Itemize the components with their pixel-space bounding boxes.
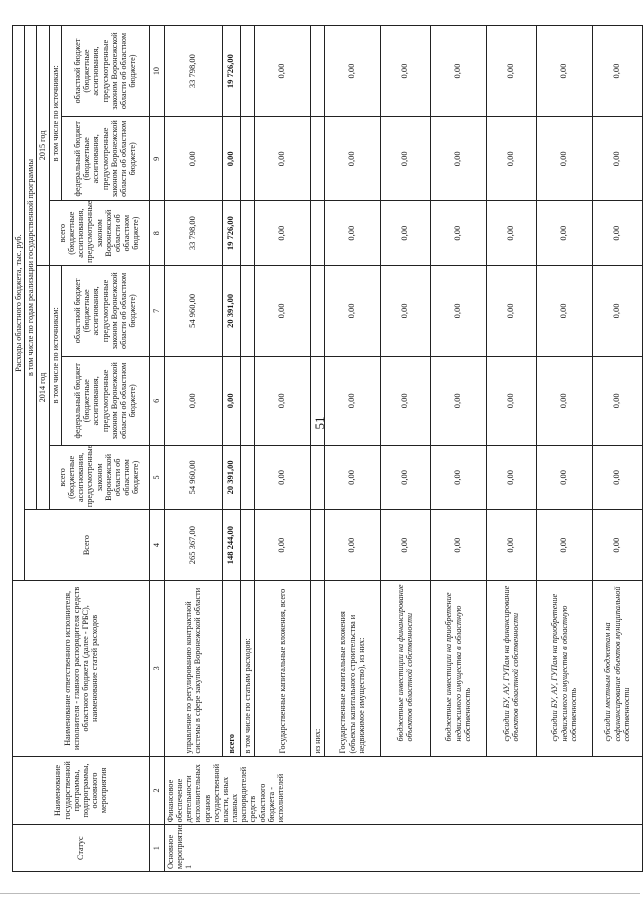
- table-row: [380, 26, 430, 872]
- row-value: [240, 201, 254, 265]
- header-status: Статус: [13, 825, 150, 872]
- header-by-years: в том числе по годам реализации государственной программы: [25, 26, 37, 510]
- row-value: 54 960,00: [164, 265, 222, 356]
- row-value: [310, 356, 324, 445]
- row-value: 0,00: [486, 510, 536, 581]
- budget-table-container: [12, 25, 631, 872]
- row-value: [310, 26, 324, 117]
- row-value: 19 726,00: [222, 201, 240, 265]
- col-number: 9: [149, 117, 164, 201]
- row-value: [310, 201, 324, 265]
- row-value: 0,00: [324, 265, 380, 356]
- row-value: 0,00: [324, 445, 380, 509]
- row-value: 0,00: [486, 201, 536, 265]
- row-value: 0,00: [430, 265, 486, 356]
- row-value: 0,00: [536, 510, 592, 581]
- row-value: 0,00: [380, 265, 430, 356]
- header-expenses: Расходы областного бюджета, тыс. руб.: [13, 26, 25, 581]
- row-value: 0,00: [536, 201, 592, 265]
- row-value: 0,00: [592, 265, 642, 356]
- row-value: 0,00: [324, 356, 380, 445]
- row-label: Государственные капитальные вложения, всего: [254, 581, 310, 756]
- row-value: 0,00: [380, 26, 430, 117]
- header-2014-total-budget: всего (бюджетные ассигнования, предусмотренные законом Воронежской области об областном бюджете): [49, 445, 149, 509]
- row-label: из них:: [310, 581, 324, 756]
- row-value: 0,00: [430, 117, 486, 201]
- header-executor: Наименование ответственного исполнителя, исполнителя - главного распорядителя средств областного бюджета (далее - ГРБС), наименование статей расходов: [13, 581, 150, 756]
- table-row: [486, 26, 536, 872]
- col-number: 1: [149, 825, 164, 872]
- header-2014-by-sources: в том числе по источникам:: [49, 265, 61, 445]
- row-value: 0,00: [254, 510, 310, 581]
- row-value: 0,00: [592, 117, 642, 201]
- row-value: 0,00: [486, 265, 536, 356]
- row-value: [240, 117, 254, 201]
- col-number: 5: [149, 445, 164, 509]
- row-value: 20 391,00: [222, 445, 240, 509]
- row-value: 0,00: [536, 26, 592, 117]
- table-row: [254, 26, 310, 872]
- row-label: субсидии местным бюджетам на софинансирование объектов муниципальной собственности: [592, 581, 642, 756]
- row-label: бюджетные инвестиции на финансирование объектов областной собственности: [380, 581, 430, 756]
- header-year-2015: 2015 год: [37, 26, 49, 266]
- row-value: 0,00: [592, 201, 642, 265]
- col-number: 4: [149, 510, 164, 581]
- row-value: 0,00: [486, 26, 536, 117]
- col-number: 2: [149, 756, 164, 825]
- row-value: 0,00: [380, 510, 430, 581]
- page-number: 51: [312, 416, 327, 430]
- row-value: 0,00: [536, 356, 592, 445]
- row-value: [240, 356, 254, 445]
- row-value: 0,00: [254, 445, 310, 509]
- row-value: [310, 265, 324, 356]
- col-number: 8: [149, 201, 164, 265]
- row-value: 0,00: [254, 26, 310, 117]
- col-number: 10: [149, 26, 164, 117]
- row-value: 0,00: [324, 117, 380, 201]
- header-2014-federal: федеральный бюджет (бюджетные ассигнования, предусмотренные законом Воронежской области об областном бюджете): [61, 356, 149, 445]
- row-value: 0,00: [536, 117, 592, 201]
- row-value: 0,00: [254, 201, 310, 265]
- row-value: 0,00: [380, 445, 430, 509]
- row-value: 0,00: [486, 356, 536, 445]
- table-row: [310, 26, 324, 872]
- col-number: 7: [149, 265, 164, 356]
- header-2015-by-sources: в том числе по источникам:: [49, 26, 61, 201]
- row-value: 54 960,00: [164, 445, 222, 509]
- row-value: 0,00: [324, 510, 380, 581]
- row-value: 0,00: [254, 356, 310, 445]
- row-value: 265 367,00: [164, 510, 222, 581]
- row-value: 0,00: [430, 201, 486, 265]
- col-number: 6: [149, 356, 164, 445]
- table-row: [592, 26, 642, 872]
- row-value: 0,00: [164, 117, 222, 201]
- page-bottom-edge: [0, 893, 640, 894]
- row-value: 0,00: [536, 265, 592, 356]
- row-value: 0,00: [592, 26, 642, 117]
- row-value: 0,00: [430, 356, 486, 445]
- main-name: Финансовое обеспечение деятельности исполнительных органов государственной власти, иных главных распорядителей средств областного бюджета - исполнителей: [164, 756, 642, 825]
- table-row: [430, 26, 486, 872]
- row-value: [240, 445, 254, 509]
- row-value: 0,00: [592, 356, 642, 445]
- row-value: 0,00: [254, 117, 310, 201]
- row-label: в том числе по статьям расходов:: [240, 581, 254, 756]
- row-label: бюджетные инвестиции на приобретение недвижимого имущества в областную собственность: [430, 581, 486, 756]
- row-value: 0,00: [486, 117, 536, 201]
- row-value: 148 244,00: [222, 510, 240, 581]
- row-value: 0,00: [592, 445, 642, 509]
- row-label: управление по регулированию контрактной системы в сфере закупок Воронежской области: [164, 581, 222, 756]
- row-value: 0,00: [222, 117, 240, 201]
- header-2015-regional: областной бюджет (бюджетные ассигнования, предусмотренные законом Воронежской области об областном бюджете): [61, 26, 149, 117]
- row-value: [310, 445, 324, 509]
- row-value: 0,00: [430, 26, 486, 117]
- row-value: 0,00: [380, 356, 430, 445]
- table-row: [324, 26, 380, 872]
- row-value: 0,00: [486, 445, 536, 509]
- header-total: Всего: [25, 510, 150, 581]
- row-label: всего: [222, 581, 240, 756]
- row-value: [240, 510, 254, 581]
- row-value: 0,00: [380, 117, 430, 201]
- row-value: 0,00: [380, 201, 430, 265]
- header-2015-total-budget: всего (бюджетные ассигнования, предусмотренные законом Воронежской области об областном бюджете): [49, 201, 149, 265]
- header-year-2014: 2014 год: [37, 265, 49, 509]
- table-row: [240, 26, 254, 872]
- row-value: 33 798,00: [164, 201, 222, 265]
- row-value: 0,00: [592, 510, 642, 581]
- header-2014-regional: областной бюджет (бюджетные ассигнования, предусмотренные законом Воронежской области об областном бюджете): [61, 265, 149, 356]
- row-value: 0,00: [324, 26, 380, 117]
- header-program-name: Наименование государственной программы, подпрограммы, основного мероприятия: [13, 756, 150, 825]
- row-value: [240, 26, 254, 117]
- row-value: 0,00: [430, 445, 486, 509]
- table-row: [222, 26, 240, 872]
- row-value: [310, 510, 324, 581]
- row-label: Государственные капитальные вложения (объекты капитального строительства и недвижимое имущество), из них:: [324, 581, 380, 756]
- row-value: 0,00: [430, 510, 486, 581]
- row-value: 0,00: [164, 356, 222, 445]
- budget-table: [12, 25, 643, 872]
- row-value: 0,00: [222, 356, 240, 445]
- table-row: [164, 26, 222, 872]
- row-label: субсидии БУ, АУ, ГУПам на финансирование объектов областной собственности: [486, 581, 536, 756]
- row-value: 0,00: [536, 445, 592, 509]
- col-number: 3: [149, 581, 164, 756]
- row-label: субсидии БУ, АУ, ГУПам на приобретение недвижимого имущества в областную собственность: [536, 581, 592, 756]
- table-row: [536, 26, 592, 872]
- row-value: 20 391,00: [222, 265, 240, 356]
- row-value: [310, 117, 324, 201]
- row-value: 33 798,00: [164, 26, 222, 117]
- row-value: [240, 265, 254, 356]
- main-status: Основное мероприятие 1: [164, 825, 642, 872]
- header-2015-federal: федеральный бюджет (бюджетные ассигнования, предусмотренные законом Воронежской области об областном бюджете): [61, 117, 149, 201]
- row-value: 0,00: [254, 265, 310, 356]
- row-value: 19 726,00: [222, 26, 240, 117]
- row-value: 0,00: [324, 201, 380, 265]
